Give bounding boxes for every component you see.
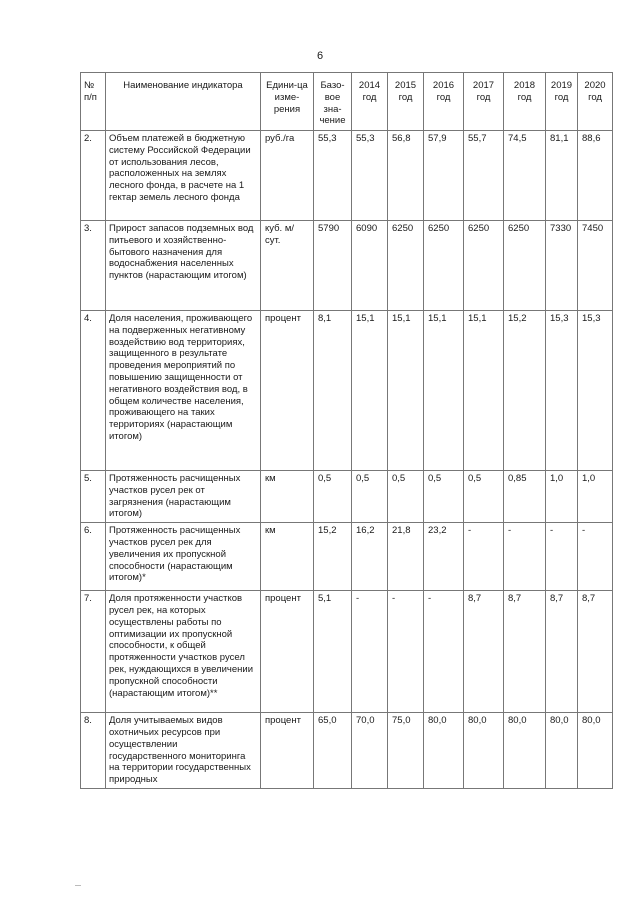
value-2018: 0,85 (504, 471, 546, 523)
base-value: 65,0 (314, 713, 352, 789)
value-2015: 15,1 (388, 311, 424, 471)
value-2018: 8,7 (504, 591, 546, 713)
value-2019: 8,7 (546, 591, 578, 713)
base-value: 5,1 (314, 591, 352, 713)
indicators-table (80, 72, 613, 789)
header-2020: 2020 год (578, 73, 613, 131)
header-2014: 2014 год (352, 73, 388, 131)
indicator-name: Доля населения, проживающего на подверженных негативному воздействию вод территориях, защищенного в результате проведения мероприятий по повышению защищенности от негативного воздействия вод, в общем количестве населения, проживающего на таких территориях (нарастающим итогом) (106, 311, 261, 471)
value-2020: 15,3 (578, 311, 613, 471)
value-2016: - (424, 591, 464, 713)
table-header-row (81, 73, 613, 131)
value-2020: 7450 (578, 221, 613, 311)
value-2018: 80,0 (504, 713, 546, 789)
base-value: 0,5 (314, 471, 352, 523)
value-2020: - (578, 523, 613, 591)
header-name: Наименование индикатора (106, 73, 261, 131)
header-num: № п/п (81, 73, 106, 131)
unit-cell: км (261, 523, 314, 591)
header-2016: 2016 год (424, 73, 464, 131)
value-2019: 1,0 (546, 471, 578, 523)
value-2014: 6090 (352, 221, 388, 311)
value-2017: 8,7 (464, 591, 504, 713)
value-2020: 8,7 (578, 591, 613, 713)
table-row (81, 221, 613, 311)
value-2015: 75,0 (388, 713, 424, 789)
value-2016: 6250 (424, 221, 464, 311)
unit-cell: куб. м/ сут. (261, 221, 314, 311)
header-2019: 2019 год (546, 73, 578, 131)
value-2016: 15,1 (424, 311, 464, 471)
value-2018: 15,2 (504, 311, 546, 471)
header-2018: 2018 год (504, 73, 546, 131)
row-num: 6. (81, 523, 106, 591)
value-2016: 0,5 (424, 471, 464, 523)
table-row (81, 311, 613, 471)
value-2014: 0,5 (352, 471, 388, 523)
value-2019: - (546, 523, 578, 591)
table-row (81, 471, 613, 523)
row-num: 8. (81, 713, 106, 789)
row-num: 7. (81, 591, 106, 713)
indicator-name: Объем платежей в бюджетную систему Российской Федерации от использования лесов, расположенных на землях лесного фонда, в расчете на 1 гектар земель лесного фонда (106, 131, 261, 221)
header-2015: 2015 год (388, 73, 424, 131)
indicator-name: Протяженность расчищенных участков русел рек для увеличения их пропускной способности (нарастающим итогом)* (106, 523, 261, 591)
value-2017: 80,0 (464, 713, 504, 789)
value-2016: 23,2 (424, 523, 464, 591)
scan-mark (75, 885, 81, 886)
table-row (81, 591, 613, 713)
value-2016: 57,9 (424, 131, 464, 221)
value-2020: 80,0 (578, 713, 613, 789)
value-2015: 21,8 (388, 523, 424, 591)
row-num: 2. (81, 131, 106, 221)
base-value: 55,3 (314, 131, 352, 221)
value-2015: 0,5 (388, 471, 424, 523)
page-number: 6 (316, 50, 324, 62)
table-row (81, 713, 613, 789)
value-2018: 6250 (504, 221, 546, 311)
value-2016: 80,0 (424, 713, 464, 789)
value-2019: 80,0 (546, 713, 578, 789)
value-2017: 0,5 (464, 471, 504, 523)
value-2019: 81,1 (546, 131, 578, 221)
value-2017: 6250 (464, 221, 504, 311)
value-2015: 56,8 (388, 131, 424, 221)
value-2018: 74,5 (504, 131, 546, 221)
value-2019: 7330 (546, 221, 578, 311)
unit-cell: процент (261, 311, 314, 471)
value-2017: - (464, 523, 504, 591)
value-2017: 15,1 (464, 311, 504, 471)
value-2014: 55,3 (352, 131, 388, 221)
value-2015: 6250 (388, 221, 424, 311)
unit-cell: процент (261, 591, 314, 713)
unit-cell: процент (261, 713, 314, 789)
value-2019: 15,3 (546, 311, 578, 471)
row-num: 5. (81, 471, 106, 523)
base-value: 5790 (314, 221, 352, 311)
value-2014: 15,1 (352, 311, 388, 471)
value-2015: - (388, 591, 424, 713)
base-value: 15,2 (314, 523, 352, 591)
table-row (81, 131, 613, 221)
header-unit: Едини-ца изме-рения (261, 73, 314, 131)
row-num: 3. (81, 221, 106, 311)
value-2018: - (504, 523, 546, 591)
indicator-name: Прирост запасов подземных вод питьевого и хозяйственно- бытового назначения для водоснабжения населенных пунктов (нарастающим итогом) (106, 221, 261, 311)
value-2020: 88,6 (578, 131, 613, 221)
unit-cell: км (261, 471, 314, 523)
unit-cell: руб./га (261, 131, 314, 221)
indicator-name: Доля протяженности участков русел рек, на которых осуществлены работы по оптимизации их пропускной способности, к общей протяженности участков русел рек, нуждающихся в увеличении пропускной способности (нарастающим итогом)** (106, 591, 261, 713)
value-2017: 55,7 (464, 131, 504, 221)
header-base: Базо-вое зна-чение (314, 73, 352, 131)
header-2017: 2017 год (464, 73, 504, 131)
indicator-name: Протяженность расчищенных участков русел рек от загрязнения (нарастающим итогом) (106, 471, 261, 523)
value-2014: - (352, 591, 388, 713)
table-row (81, 523, 613, 591)
value-2014: 70,0 (352, 713, 388, 789)
base-value: 8,1 (314, 311, 352, 471)
indicator-name: Доля учитываемых видов охотничьих ресурсов при осуществлении государственного мониторинга на территории государственных природных (106, 713, 261, 789)
value-2014: 16,2 (352, 523, 388, 591)
value-2020: 1,0 (578, 471, 613, 523)
row-num: 4. (81, 311, 106, 471)
